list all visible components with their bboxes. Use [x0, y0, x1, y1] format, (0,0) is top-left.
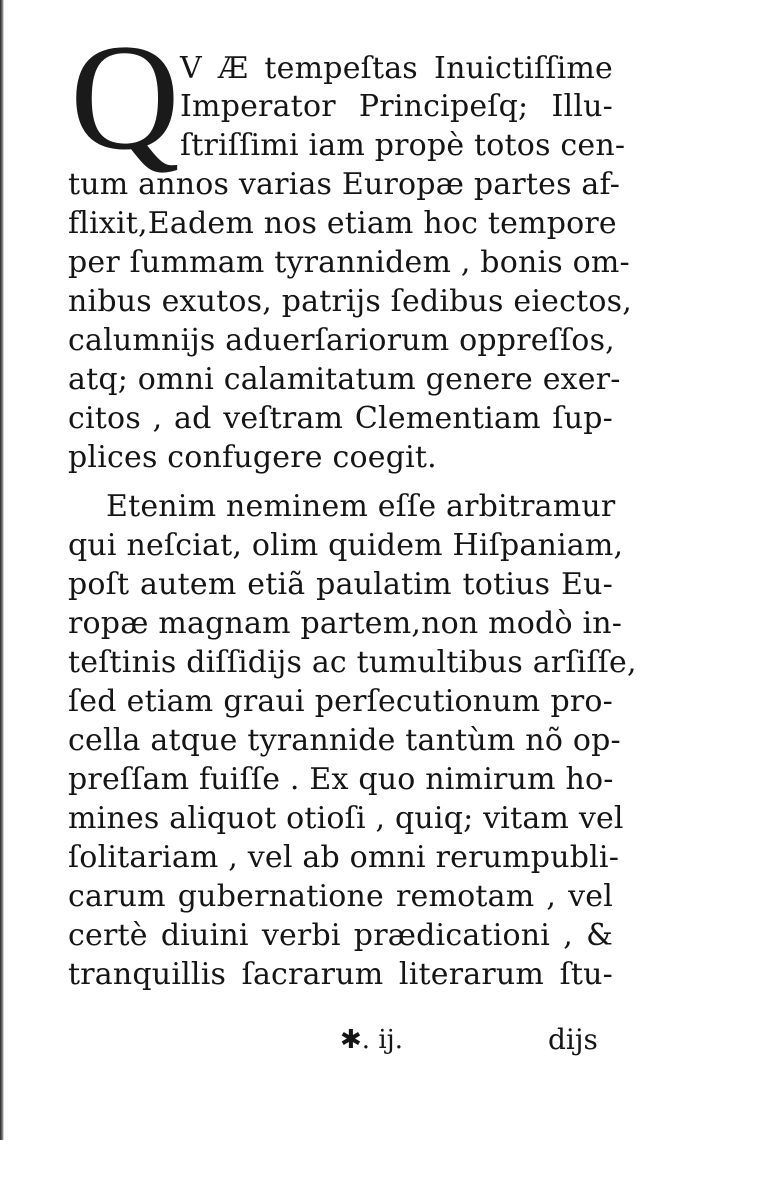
text-line-14: poſt autem etiã paulatim totius Eu- [68, 567, 613, 602]
text-line-2: Imperator Principeſq; Illu- [180, 89, 613, 124]
text-line-9: atq; omni calamitatum genere exer- [68, 362, 621, 397]
text-line-3: ſtriſſimi iam propè totos cen- [180, 128, 626, 163]
text-line-1: V Æ tempeſtas Inuictiſſime [180, 51, 613, 86]
text-line-11: plices confugere coegit. [68, 440, 437, 475]
text-line-20: mines aliquot otioſi , quiq; vitam vel [68, 801, 624, 836]
text-line-23: certè diuini verbi prædicationi , & [68, 918, 613, 953]
signature-mark: ✱. ij. [340, 1025, 403, 1055]
text-line-12: Etenim neminem eſſe arbitramur [106, 489, 616, 524]
text-line-13: qui neſciat, olim quidem Hiſpaniam, [68, 528, 624, 563]
text-line-7: nibus exutos, patrijs ſedibus eiectos, [68, 284, 632, 319]
text-line-4: tum annos varias Europæ partes af- [68, 167, 621, 202]
text-line-21: ſolitariam , vel ab omni rerumpubli- [68, 840, 620, 875]
text-line-8: calumnijs aduerſariorum oppreſſos, [68, 323, 615, 358]
text-line-15: ropæ magnam partem,non modò in- [68, 606, 623, 641]
text-line-6: per ſummam tyrannidem , bonis om- [68, 245, 630, 280]
text-line-19: preſſam fuiſſe . Ex quo nimirum ho- [68, 762, 614, 797]
catchword: dijs [548, 1023, 598, 1056]
drop-cap-initial: Q [70, 13, 180, 181]
text-line-24: tranquillis ſacrarum literarum ſtu- [68, 957, 613, 992]
text-line-17: ſed etiam graui perſecutionum pro- [68, 684, 613, 719]
page-edge-shadow [0, 0, 4, 1140]
text-line-5: flixit,Eadem nos etiam hoc tempore [68, 206, 617, 241]
text-line-22: carum gubernatione remotam , vel [68, 879, 613, 914]
text-line-10: citos , ad veſtram Clementiam ſup- [68, 401, 613, 436]
text-line-16: teſtinis diſſidijs ac tumultibus arſiſſe, [68, 645, 637, 680]
text-line-18: cella atque tyrannide tantùm nõ op- [68, 723, 621, 758]
